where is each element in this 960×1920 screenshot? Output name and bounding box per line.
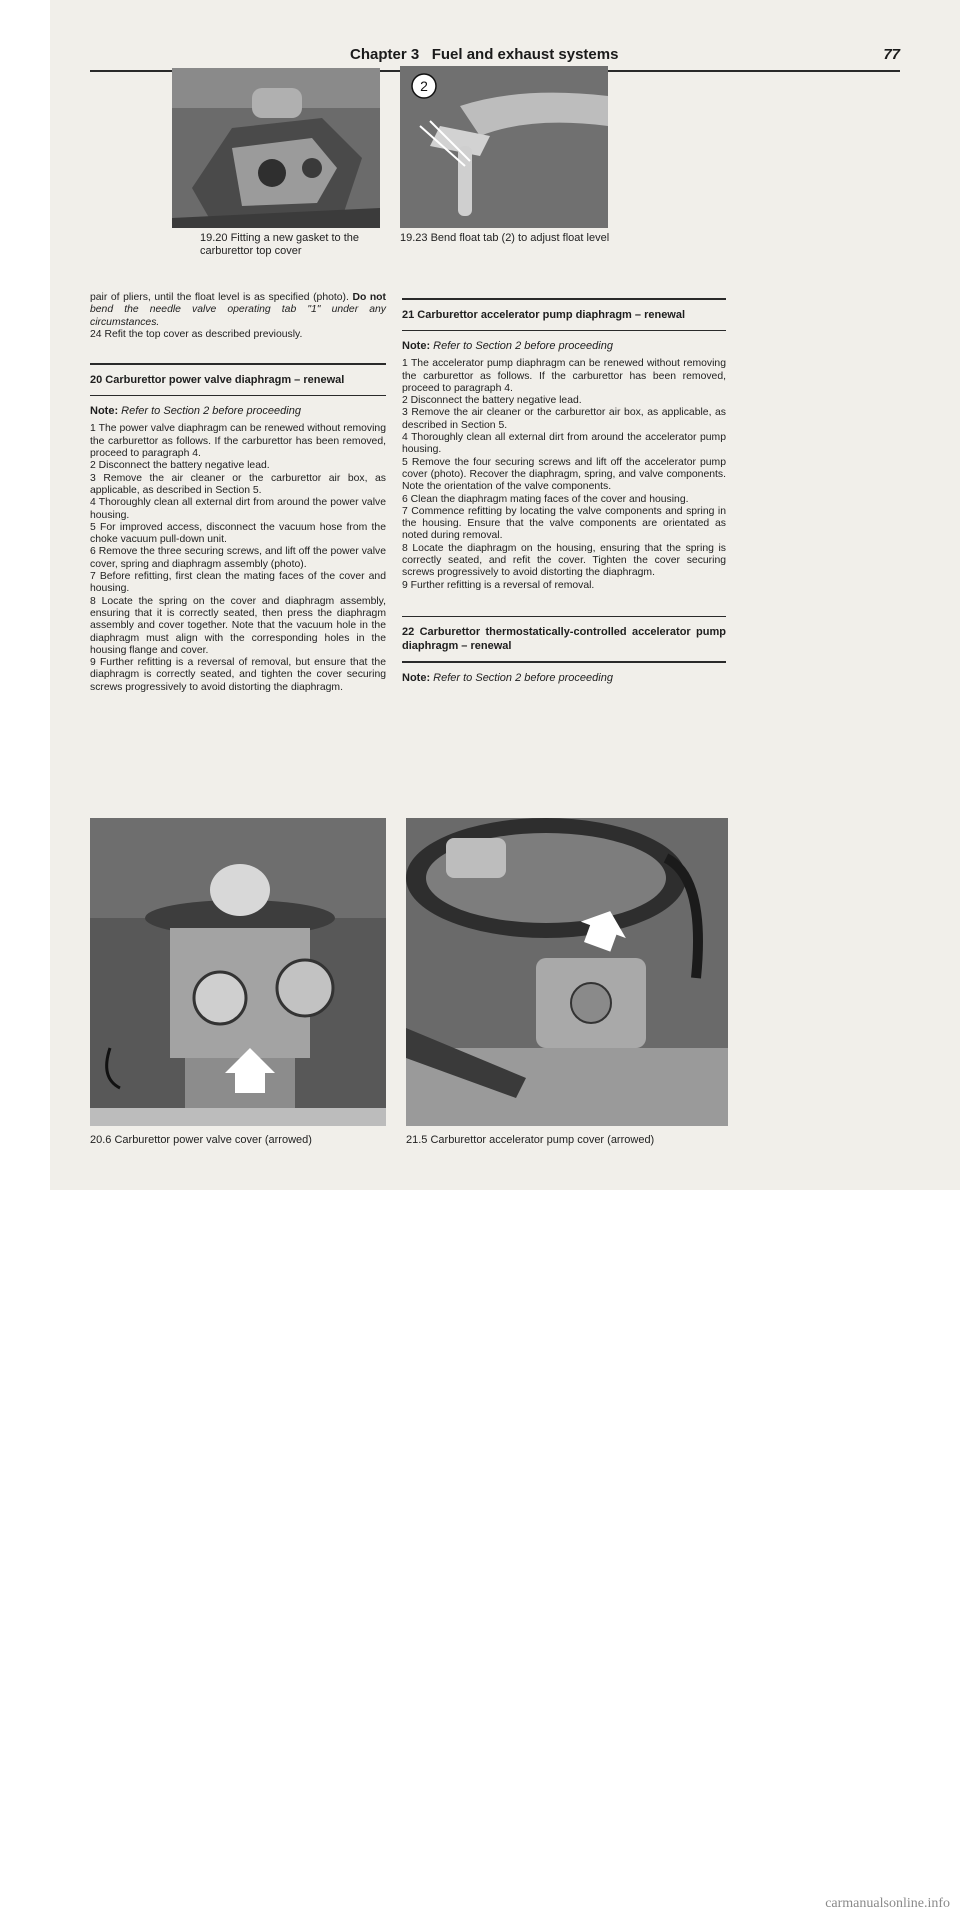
note-text: Refer to Section 2 before proceeding bbox=[433, 340, 613, 352]
s20-step-2: 2 Disconnect the battery negative lead. bbox=[90, 460, 270, 472]
note-text: Refer to Section 2 before proceeding bbox=[121, 405, 301, 418]
caption-19-23: 19.23 Bend float tab (2) to adjust float level bbox=[400, 232, 610, 244]
s20-step-5: 5 For improved access, disconnect the vacuum hose from the choke vacuum pull-down unit. bbox=[90, 521, 386, 546]
chapter-label: Chapter 3 bbox=[350, 46, 420, 63]
s21-step-6: 6 Clean the diaphragm mating faces of the cover and housing. bbox=[402, 493, 689, 505]
section-21-note bbox=[402, 340, 726, 352]
section-21-rule-bottom bbox=[402, 330, 726, 332]
section-22-note bbox=[402, 672, 726, 684]
s20-step-9: 9 Further refitting is a reversal of removal, but ensure that the diaphragm is correctly seated, and tighten the cover securing screws progressively to avoid distorting the diaphragm. bbox=[90, 657, 386, 693]
continued-text-a: pair of pliers, until the float level is as specified (photo). bbox=[90, 292, 353, 303]
caption-19-20: 19.20 Fitting a new gasket to the carburettor top cover bbox=[200, 232, 359, 257]
s21-step-4: 4 Thoroughly clean all external dirt from around the accelerator pump housing. bbox=[402, 432, 726, 456]
photo-float-tab bbox=[400, 66, 608, 228]
s21-step-3: 3 Remove the air cleaner or the carburettor air box, as applicable, as described in Section 5. bbox=[402, 407, 726, 431]
continued-text bbox=[90, 292, 386, 329]
float-tab-marker: 2 bbox=[420, 78, 428, 94]
s21-step-5: 5 Remove the four securing screws and lift off the accelerator pump cover (photo). Recover the diaphragm, spring, and valve components. Note the orientation of the valve components. bbox=[402, 456, 726, 493]
s21-step-2: 2 Disconnect the battery negative lead. bbox=[402, 395, 582, 407]
photo-accelerator-pump-cover bbox=[406, 818, 728, 1126]
section-20-rule-top bbox=[90, 363, 386, 365]
s21-step-1: 1 The accelerator pump diaphragm can be renewed without removing the carburettor as follows. If the carburettor has been removed, proceed to paragraph 4. bbox=[402, 358, 726, 394]
note-label: Note: bbox=[402, 671, 434, 684]
continued-text-italic: bend the needle valve operating tab "1" under any circumstances. bbox=[90, 304, 386, 328]
photo-power-valve-cover bbox=[90, 818, 386, 1126]
step-24: 24 Refit the top cover as described previously. bbox=[90, 328, 303, 340]
right-column-upper bbox=[402, 298, 726, 690]
page-number: 77 bbox=[883, 46, 900, 63]
left-column-upper bbox=[90, 292, 386, 694]
s21-step-7: 7 Commence refitting by locating the valve components and spring in the housing. Ensure that the valve components are orientated as noted during removal. bbox=[402, 505, 726, 542]
section-22-heading: 22 Carburettor thermostatically-controlled accelerator pump diaphragm – renewal bbox=[402, 626, 726, 653]
photo-gasket-fitting bbox=[172, 68, 380, 228]
chapter-name: Fuel and exhaust systems bbox=[431, 46, 619, 63]
section-21-heading: 21 Carburettor accelerator pump diaphragm – renewal bbox=[402, 308, 686, 321]
section-20-note bbox=[90, 405, 386, 417]
s20-step-3: 3 Remove the air cleaner or the carburettor air box, as applicable, as described in Section 5. bbox=[90, 472, 386, 496]
s21-step-8: 8 Locate the diaphragm on the housing, ensuring that the spring is correctly seated, and refit the cover. Tighten the cover securing screws progressively to avoid distorting the diaphragm. bbox=[402, 542, 726, 579]
section-21-rule-top bbox=[402, 298, 726, 300]
chapter-title bbox=[350, 46, 618, 63]
section-22-rule-top bbox=[402, 616, 726, 618]
s20-step-8: 8 Locate the spring on the cover and diaphragm assembly, ensuring that it is correctly seated, then press the diaphragm assembly and cover together. Note that the vacuum hole in the diaphragm must align with the corresponding holes in the housing flange and cover. bbox=[90, 595, 386, 656]
s20-step-6: 6 Remove the three securing screws, and lift off the power valve cover, spring and diaphragm assembly (photo). bbox=[90, 546, 386, 570]
s20-step-1: 1 The power valve diaphragm can be renewed without removing the carburettor as follows. If the carburettor has been removed, proceed to paragraph 4. bbox=[90, 423, 386, 460]
section-22-rule-bottom bbox=[402, 661, 726, 663]
caption-20-6: 20.6 Carburettor power valve cover (arrowed) bbox=[90, 1134, 312, 1146]
note-label: Note: bbox=[402, 340, 434, 352]
s20-step-4: 4 Thoroughly clean all external dirt from around the power valve housing. bbox=[90, 497, 386, 521]
note-text: Refer to Section 2 before proceeding bbox=[433, 671, 613, 684]
note-label: Note: bbox=[90, 405, 122, 418]
section-20-rule-bottom bbox=[90, 395, 386, 397]
caption-21-5: 21.5 Carburettor accelerator pump cover (arrowed) bbox=[406, 1134, 655, 1146]
s21-step-9: 9 Further refitting is a reversal of removal. bbox=[402, 579, 595, 591]
s20-step-7: 7 Before refitting, first clean the mating faces of the cover and housing. bbox=[90, 571, 386, 595]
section-20-heading: 20 Carburettor power valve diaphragm – renewal bbox=[90, 373, 345, 386]
watermark-text: carmanualsonline.info bbox=[825, 1896, 950, 1911]
continued-text-warning: Do not bbox=[352, 292, 386, 303]
